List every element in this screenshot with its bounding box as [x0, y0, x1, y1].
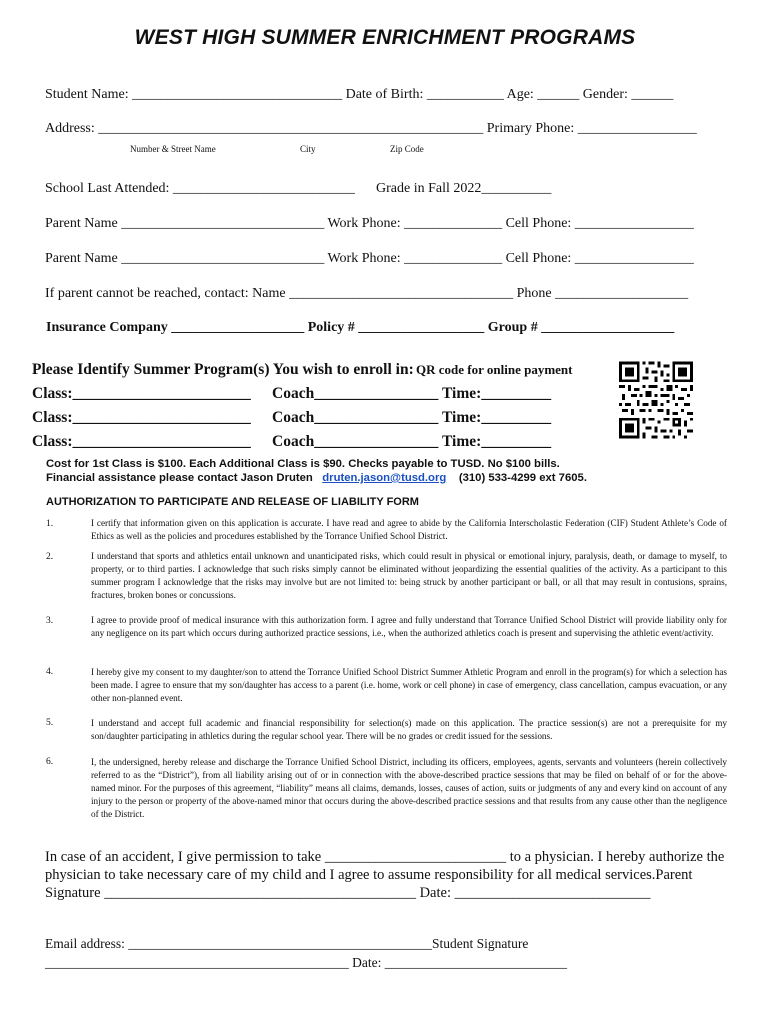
parent-2-row[interactable]: Parent Name _____________________________ Work Phone: ______________ Cell Phone: _________________: [45, 251, 694, 266]
accident-authorization-line: physician to take necessary care of my child and I agree to assume responsibility for all medical services.Parent: [45, 867, 693, 883]
program-heading: Please Identify Summer Program(s) You wish to enroll in:: [32, 361, 414, 378]
item-number: 3.: [46, 616, 54, 626]
time-field[interactable]: Time:_________: [442, 409, 552, 426]
authorization-heading: AUTHORIZATION TO PARTICIPATE AND RELEASE OF LIABILITY FORM: [46, 496, 419, 508]
item-number: 5.: [46, 718, 54, 728]
item-text: I agree to provide proof of medical insurance with this authorization form. I agree and fully understand that Torrance Unified School District will provide liability only for any negligence on its part which occurs during authorized practice sessions, i.e., when the authorized athletics coach is present and supervising the athletic event/activity.: [91, 615, 727, 638]
form-title: WEST HIGH SUMMER ENRICHMENT PROGRAMS: [134, 26, 636, 49]
item-text: I hereby give my consent to my daughter/son to attend the Torrance Unified School District Summer Athletic Program and enroll in the program(s) for which a selection has been made. I agree to ensure that my son/daughter has access to a parent (i.e. home, work or cell phone) in case of emergency, class cancellation, campus evacuation, or any other non-planned event.: [91, 667, 727, 703]
email-address-line[interactable]: Email address: _____________________________________________Student Signature: [45, 936, 529, 951]
student-signature-line[interactable]: _____________________________________________ Date: ___________________________: [45, 955, 567, 970]
address-zip-caption: Zip Code: [390, 144, 424, 154]
parent-1-row[interactable]: Parent Name _____________________________ Work Phone: ______________ Cell Phone: _________________: [45, 216, 694, 231]
contact-email-link[interactable]: druten.jason@tusd.org: [322, 472, 447, 484]
payment-qr-code[interactable]: [619, 361, 693, 439]
item-number: 1.: [46, 519, 54, 529]
contact-phone: (310) 533-4299 ext 7605.: [458, 472, 587, 484]
insurance-row[interactable]: Insurance Company ___________________ Policy # __________________ Group # ___________________: [46, 320, 675, 335]
financial-assistance-line: [46, 472, 587, 484]
item-number: 6.: [46, 757, 54, 767]
item-text: I understand and accept full academic and financial responsibility for selection(s) made on this application. The practice session(s) are not a prerequisite for my son/daughter participating in athletics during the regular school year. There will be no grades or credit issued for the sessions.: [91, 718, 727, 741]
item-text: I, the undersigned, hereby release and discharge the Torrance Unified School District, including its officers, employees, agents, servants and volunteers (herein collectively referred to as the “District”), from all liability arising out of or in connection with the above-described practice sessions that may be filed on behalf of or for the above-named minor. For the purposes of this agreement, “liability” means all claims, demands, losses, causes of action, suits or judgments of any and every kind on account of any injury to the person or property of the above-named minor that occurs during the above-described practice sessions and that results from any cause other than the negligence of the District.: [91, 757, 727, 819]
accident-permission-line[interactable]: In case of an accident, I give permission to take _________________________ to a physician. I hereby authorize the: [45, 849, 725, 865]
grade-row[interactable]: Grade in Fall 2022__________: [376, 181, 552, 196]
class-field[interactable]: Class:_______________________: [32, 385, 251, 402]
coach-field[interactable]: Coach________________: [272, 409, 439, 426]
cost-info: Cost for 1st Class is $100. Each Additional Class is $90. Checks payable to TUSD. No $100 bills.: [46, 458, 560, 470]
class-field[interactable]: Class:_______________________: [32, 433, 251, 450]
item-number: 4.: [46, 667, 54, 677]
address-row[interactable]: Address: _______________________________________________________ Primary Phone: _________________: [45, 121, 697, 136]
coach-field[interactable]: Coach________________: [272, 433, 439, 450]
item-text: I understand that sports and athletics entail unknown and unanticipated risks, which could result in physical or emotional injury, paralysis, death, or damage to myself, to property, or to third parties. I acknowledge that such risks simply cannot be eliminated without jeopardizing the essential qualities of the activity. As a participant to this summer program I acknowledge that the risks may involve but are not limited to: being struck by another participant or ball, or all that may result in contusions, sprains, fractures, broken bones or concussions.: [91, 551, 727, 600]
coach-field[interactable]: Coach________________: [272, 385, 439, 402]
time-field[interactable]: Time:_________: [442, 433, 552, 450]
parent-signature-line[interactable]: Signature ___________________________________________ Date: ___________________________: [45, 885, 651, 901]
item-text: I certify that information given on this application is accurate. I have read and agree to abide by the California Interscholastic Federation (CIF) Student Athlete’s Code of Ethics as well as the policies and procedures established by the Torrance Unified School District.: [91, 518, 727, 541]
emergency-contact-row[interactable]: If parent cannot be reached, contact: Name ________________________________ Phone ___________________: [45, 286, 689, 301]
qr-label: QR code for online payment: [416, 362, 573, 377]
address-city-caption: City: [300, 144, 316, 154]
student-info-row[interactable]: Student Name: ______________________________ Date of Birth: ___________ Age: ______ Gender: ______: [45, 87, 674, 102]
address-street-caption: Number & Street Name: [130, 144, 216, 154]
financial-assistance-text: Financial assistance please contact Jason Druten: [46, 472, 313, 484]
time-field[interactable]: Time:_________: [442, 385, 552, 402]
school-last-attended-row[interactable]: School Last Attended: __________________________: [45, 181, 355, 196]
item-number: 2.: [46, 552, 54, 562]
class-field[interactable]: Class:_______________________: [32, 409, 251, 426]
